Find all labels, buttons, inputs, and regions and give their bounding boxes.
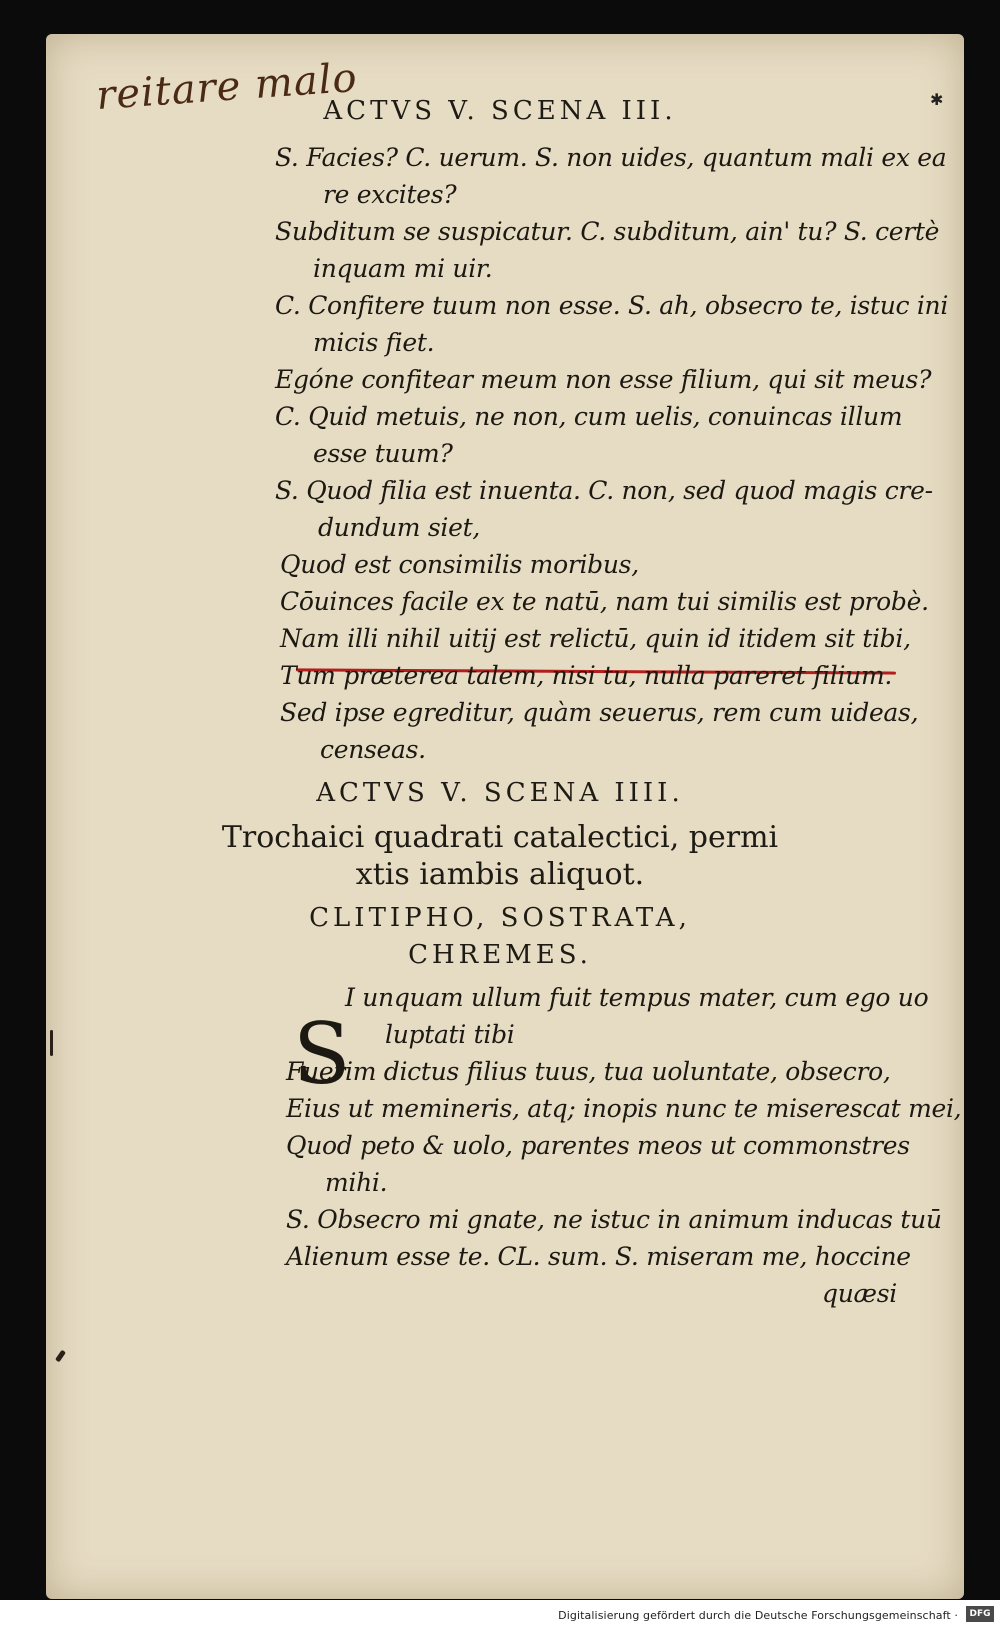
text-line: Egóne confitear meum non esse filium, qui sit meus? [275, 365, 932, 394]
text-line: dundum siet, [318, 513, 480, 542]
text-line: Subditum se suspicatur. C. subditum, ain' tu? S. certè [275, 217, 940, 246]
text-line: Cōuinces facile ex te natū, nam tui similis est probè. [280, 587, 929, 616]
margin-speck [50, 1030, 53, 1056]
text-line: S. Facies? C. uerum. S. non uides, quantum mali ex ea [275, 143, 947, 172]
text-line: Eius ut memineris, atq; inopis nunc te miserescat mei, [286, 1094, 962, 1123]
text-line: mihi. [325, 1168, 388, 1197]
text-line: inquam mi uir. [313, 254, 493, 283]
text-line: re excites? [323, 180, 457, 209]
text-line: luptati tibi [385, 1020, 515, 1049]
dfg-logo: DFG [966, 1606, 994, 1622]
text-line: censeas. [320, 735, 426, 764]
scene-heading-4: ACTVS V. SCENA IIII. [316, 778, 684, 808]
characters-line-1: CLITIPHO, SOSTRATA, [309, 903, 691, 933]
footer-credit: Digitalisierung gefördert durch die Deutsche Forschungsgemeinschaft · [558, 1609, 958, 1622]
text-line: Tum præterea talem, nisi tu, nulla pareret filium. [280, 661, 893, 690]
book-page [46, 34, 964, 1599]
text-line: C. Quid metuis, ne non, cum uelis, conuincas illum [275, 402, 903, 431]
text-line: S. Obsecro mi gnate, ne istuc in animum inducas tuū [286, 1205, 942, 1234]
asterisk-mark: ✱ [930, 90, 944, 109]
scene-heading-3: ACTVS V. SCENA III. [323, 96, 677, 126]
text-line: C. Confitere tuum non esse. S. ah, obsecro te, istuc ini [275, 291, 949, 320]
text-line: Fuerim dictus filius tuus, tua uoluntate, obsecro, [286, 1057, 891, 1086]
meter-note-line-2: xtis iambis aliquot. [355, 857, 645, 892]
underlined-text-line: Nam illi nihil uitij est relictū, quin id itidem sit tibi, [280, 624, 911, 653]
text-line: micis fiet. [313, 328, 435, 357]
text-line: Sed ipse egreditur, quàm seuerus, rem cum uideas, [280, 698, 919, 727]
text-line: Quod est consimilis moribus, [280, 550, 639, 579]
characters-line-2: CHREMES. [408, 940, 592, 970]
text-line: Quod peto & uolo, parentes meos ut commonstres [286, 1131, 910, 1160]
catchword: quæsi [822, 1279, 897, 1308]
text-line: esse tuum? [313, 439, 453, 468]
text-line: S. Quod filia est inuenta. C. non, sed quod magis cre- [275, 476, 933, 505]
drop-cap: S [293, 1005, 351, 1103]
meter-note-line-1: Trochaici quadrati catalectici, permi [221, 820, 779, 855]
text-line: Alienum esse te. CL. sum. S. miseram me, hoccine [286, 1242, 911, 1271]
text-line: I unquam ullum fuit tempus mater, cum ego uo [345, 983, 929, 1012]
handwritten-note: reitare malo [94, 54, 359, 120]
footer-bar [0, 1600, 1000, 1630]
